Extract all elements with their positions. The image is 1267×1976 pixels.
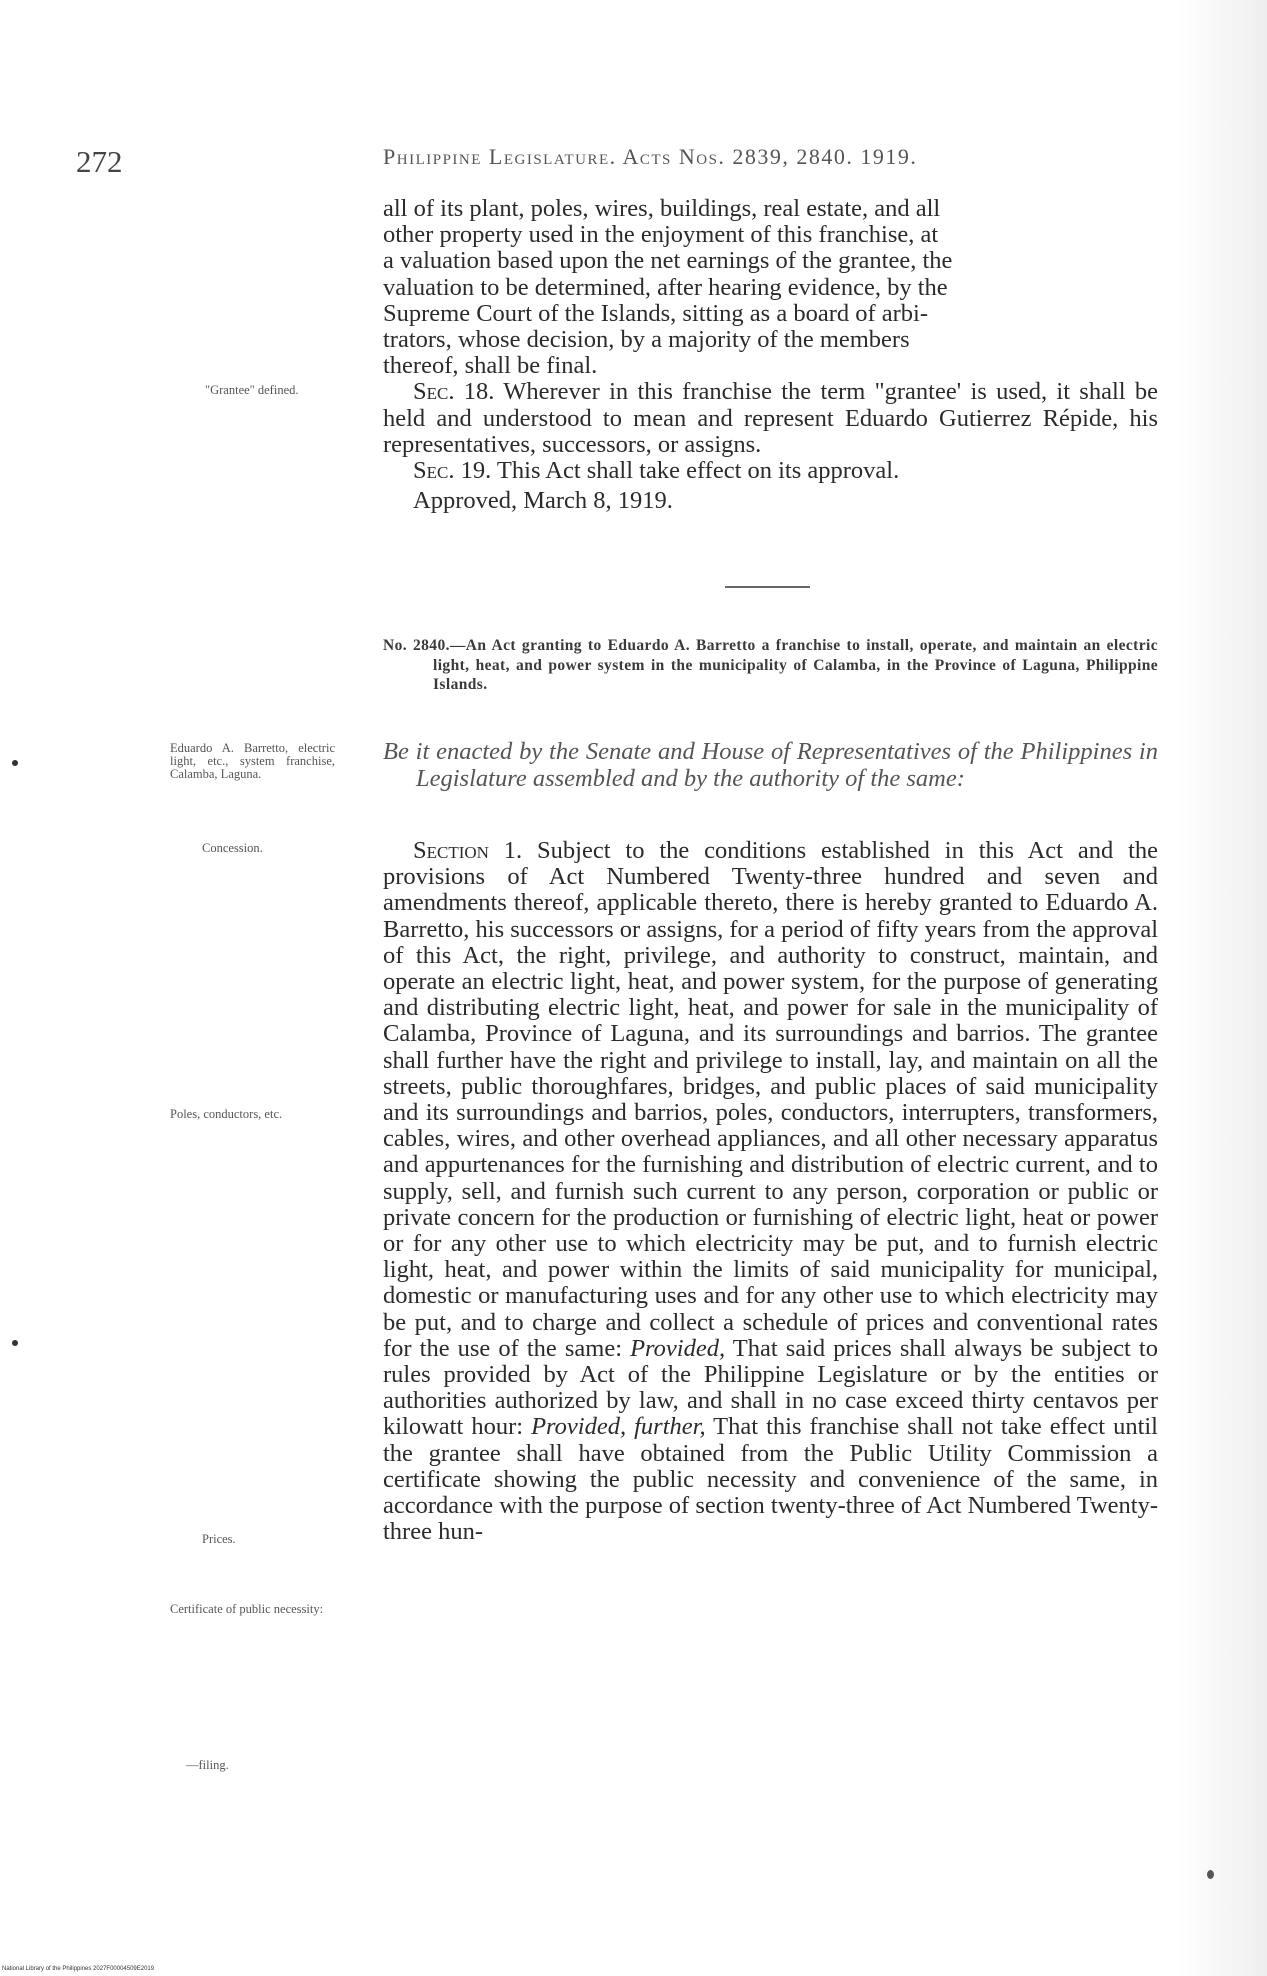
margin-note-certificate: Certificate of public necessity: [170,1602,324,1616]
section-18-label: Sec. 18. [413,378,495,406]
section-1-text-3: That this franchise shall not take effect until the grantee shall have obtained from the Public Utility Commission a certificate showing the public necessity and convenience of the same, in accordance with the purpose of section twenty-three of Act Numbered Twenty-three hun- [383,1413,1158,1546]
section-19-text: This Act shall take effect on its approval. [491,457,900,485]
footer-stamp: National Library of the Philippines 2027F00004509E2019 [2,1966,155,1972]
text-line: Supreme Court of the Islands, sitting as a board of arbi- [383,299,929,327]
text-line: other property used in the enjoyment of this franchise, at [383,221,939,249]
section-divider [725,586,810,588]
section-18-text: Wherever in this franchise the term "grantee' is used, it shall be held and understood to mean and represent Eduardo Gutierrez Répide, his representatives, successors, or assigns. [383,378,1159,458]
enacting-clause-text: Be it enacted by the Senate and House of Representatives of the Philippines in Legislature assembled and by the authority of the same: [383,738,1158,792]
proviso-2: Provided, further, [531,1413,706,1441]
scan-speck [1207,1870,1214,1879]
enacting-clause [383,738,1158,792]
scan-speck [12,1340,18,1346]
act-title-text: No. 2840.—An Act granting to Eduardo A. Barretto a franchise to install, operate, and maintain an electric light, heat, and power system in the municipality of Calamba, in the Province of Laguna, Philippine Islands. [383,637,1158,693]
section-19-label: Sec. 19. [413,457,492,485]
margin-note-filing: —filing. [186,1758,229,1772]
section-18 [383,379,1158,458]
margin-note-prices: Prices. [202,1532,236,1546]
act-title [383,636,1158,695]
margin-note-poles: Poles, conductors, etc. [170,1107,283,1121]
section-1 [383,838,1158,1545]
margin-note-franchise: Eduardo A. Barretto, electric light, etc., system franchise, Calamba, Laguna. [170,741,335,781]
section-1-text: Subject to the conditions established in this Act and the provisions of Act Numbered Twenty-three hundred and seven and amendments thereof, applicable thereto, there is hereby granted to Eduardo A. Barretto, his successors or assigns, for a period of fifty years from the approval of this Act, the right, privilege, and authority to construct, maintain, and operate an electric light, heat, and power system, for the purpose of generating and distributing electric light, heat, and power for sale in the municipality of Calamba, Province of Laguna, and its surroundings and barrios. The grantee shall further have the right and privilege to install, lay, and maintain on all the streets, public thoroughfares, bridges, and public places of said municipality and its surroundings and barrios, poles, conductors, interrupters, transformers, cables, wires, and other overhead appliances, and all other necessary apparatus and appurtenances for the furnishing and distribution of electric current, and to supply, sell, and furnish such current to any person, corporation or public or private concern for the production or furnishing of electric light, heat or power or for any other use to which electricity may be put, and to furnish electric light, heat, and power within the limits of said municipality for municipal, domestic or manufacturing uses and for any other use to which electricity may be put, and to charge and collect a schedule of prices and conventional rates for the use of the same: [383,837,1158,1362]
scan-speck [12,760,18,766]
continuation-text [383,196,1158,514]
proviso-1: Provided, [630,1334,726,1362]
margin-note-concession: Concession. [202,841,263,855]
text-line: all of its plant, poles, wires, buildings, real estate, and all [383,195,941,222]
running-head: Philippine Legislature. Acts Nos. 2839, 2840. 1919. [383,144,918,169]
text-line: trators, whose decision, by a majority of the members [383,326,910,354]
page-number: 272 [76,144,123,179]
text-line: valuation to be determined, after hearing evidence, by the [383,273,948,301]
section-1-label: Section 1. [413,837,523,864]
approval-date: Approved, March 8, 1919. [413,487,673,515]
text-line: a valuation based upon the net earnings of the grantee, the [383,247,953,275]
margin-note-grantee: "Grantee" defined. [205,383,299,397]
text-line: thereof, shall be final. [383,352,598,380]
section-1-text-2: That said prices shall always be subject to rules provided by Act of the Philippine Legislature or by the entities or authorities authorized by law, and shall in no case exceed thirty centavos per kilowatt hour: [383,1334,1158,1441]
section-19 [383,458,1158,484]
